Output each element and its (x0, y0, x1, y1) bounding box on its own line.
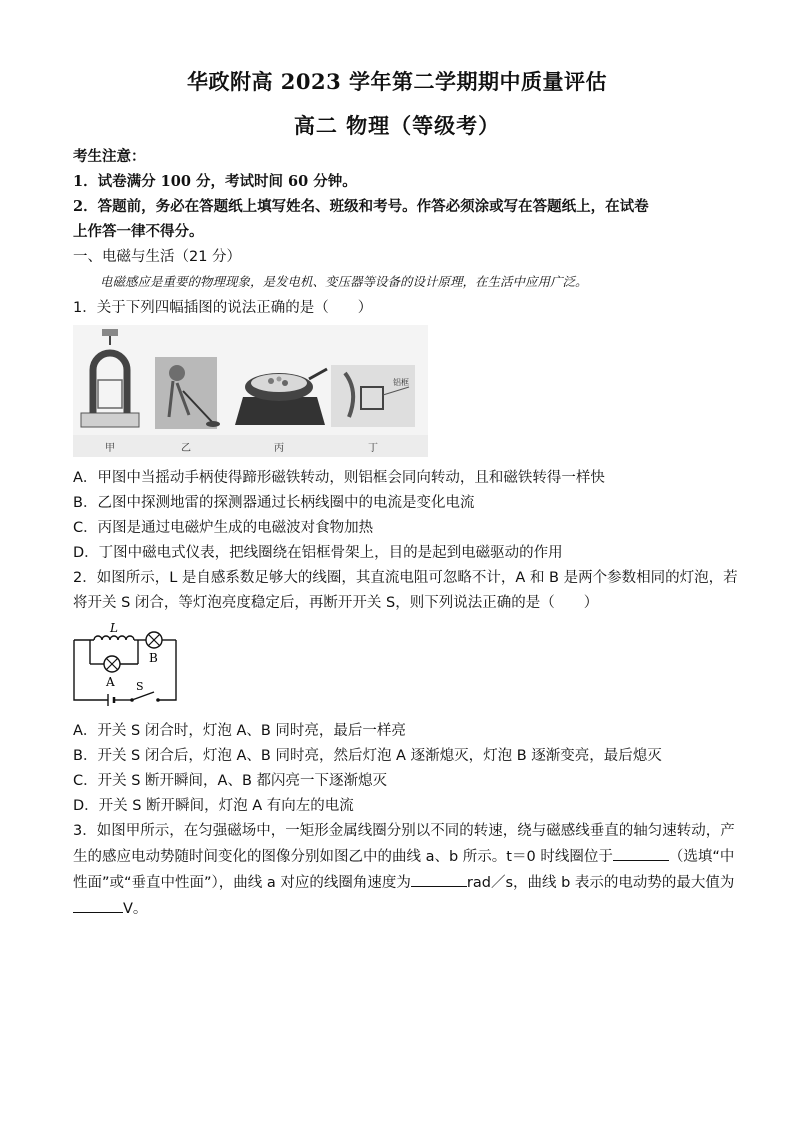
question-1-stem: 1．关于下列四幅插图的说法正确的是（ ） (73, 300, 373, 316)
lamp-a-label: A (106, 675, 115, 689)
figure-ding-frame-label: 铝框 (393, 378, 409, 387)
exam-subtitle: 高二 物理（等级考） (293, 113, 501, 138)
question-3-line-1: 3．如图甲所示，在匀强磁场中，一矩形金属线圈分别以不同的转速，绕与磁感线垂直的轴匀速转动，产 (73, 823, 735, 839)
question-3-line-2-tail: （选填“中 (668, 849, 735, 865)
lamp-a (104, 656, 120, 672)
switch-label: S (136, 680, 144, 693)
question-2-stem-line-2: 将开关 S 闭合，等灯泡亮度稳定后，再断开开关 S，则下列说法正确的是（ ） (73, 595, 599, 611)
figure-yi-mine-detector (155, 357, 220, 429)
switch-blade (132, 692, 154, 700)
question-3-line-4 (73, 898, 723, 920)
lamp-b (146, 632, 162, 648)
question-3-line-2 (73, 846, 735, 868)
figure-label-yi: 乙 (181, 443, 191, 454)
question-1-option-c: C．丙图是通过电磁炉生成的电磁波对食物加热 (73, 520, 374, 536)
question-1-option-a: A．甲图中当摇动手柄使得蹄形磁铁转动，则铝框会同向转动，且和磁铁转得一样快 (73, 470, 605, 486)
inductor-coil (94, 636, 134, 640)
answer-blank-3[interactable] (73, 898, 123, 913)
question-2-option-b: B．开关 S 闭合后，灯泡 A、B 同时亮，然后灯泡 A 逐渐熄灭，灯泡 B 逐渐变亮，最后熄灭 (73, 748, 662, 764)
question-1-figures (73, 325, 428, 457)
section-heading: 一、电磁与生活（21 分） (73, 249, 242, 265)
question-2-option-c: C．开关 S 断开瞬间，A、B 都闪亮一下逐渐熄灭 (73, 773, 388, 789)
figure-label-ding: 丁 (368, 443, 378, 454)
question-3-line-4-text: V。 (123, 901, 148, 917)
question-3-line-3-text: 性面”或“垂直中性面”），曲线 a 对应的线圈角速度为 (73, 875, 411, 891)
answer-blank-1[interactable] (613, 846, 669, 861)
answer-blank-2[interactable] (411, 872, 467, 887)
notice-heading: 考生注意： (73, 148, 146, 165)
notice-item-3: 上作答一律不得分。 (73, 223, 204, 240)
figure-label-bing: 丙 (274, 443, 284, 454)
notice-item-2: 2．答题前，务必在答题纸上填写姓名、班级和考号。作答必须涂或写在答题纸上，在试卷 (73, 198, 649, 215)
exam-title: 华政附高 2023 学年第二学期期中质量评估 (186, 69, 608, 94)
question-1-option-d: D．丁图中磁电式仪表，把线圈绕在铝框骨架上，目的是起到电磁驱动的作用 (73, 545, 563, 561)
lamp-b-label: B (149, 651, 158, 665)
notice-item-1: 1．试卷满分 100 分，考试时间 60 分钟。 (73, 173, 357, 190)
question-2-stem-line-1: 2．如图所示，L 是自感系数足够大的线圈，其直流电阻可忽略不计，A 和 B 是两个参数相同的灯泡，若 (73, 570, 738, 586)
question-2-option-a: A．开关 S 闭合时，灯泡 A、B 同时亮，最后一样亮 (73, 723, 406, 739)
question-3-line-2-text: 生的感应电动势随时间变化的图像分别如图乙中的曲线 a、b 所示。t＝0 时线圈位于 (73, 849, 613, 865)
question-3-line-3 (73, 872, 735, 894)
figure-label-jia: 甲 (105, 443, 115, 454)
question-1-option-b: B．乙图中探测地雷的探测器通过长柄线圈中的电流是变化电流 (73, 495, 475, 511)
inductor-label: L (110, 621, 118, 635)
figure-ding-meter-coil (331, 365, 415, 427)
question-2-option-d: D．开关 S 断开瞬间，灯泡 A 有向左的电流 (73, 798, 354, 814)
section-intro: 电磁感应是重要的物理现象，是发电机、变压器等设备的设计原理，在生活中应用广泛。 (100, 274, 588, 289)
question-2-circuit-diagram (68, 618, 183, 710)
question-3-line-3-tail: rad／s，曲线 b 表示的电动势的最大值为 (466, 875, 735, 891)
